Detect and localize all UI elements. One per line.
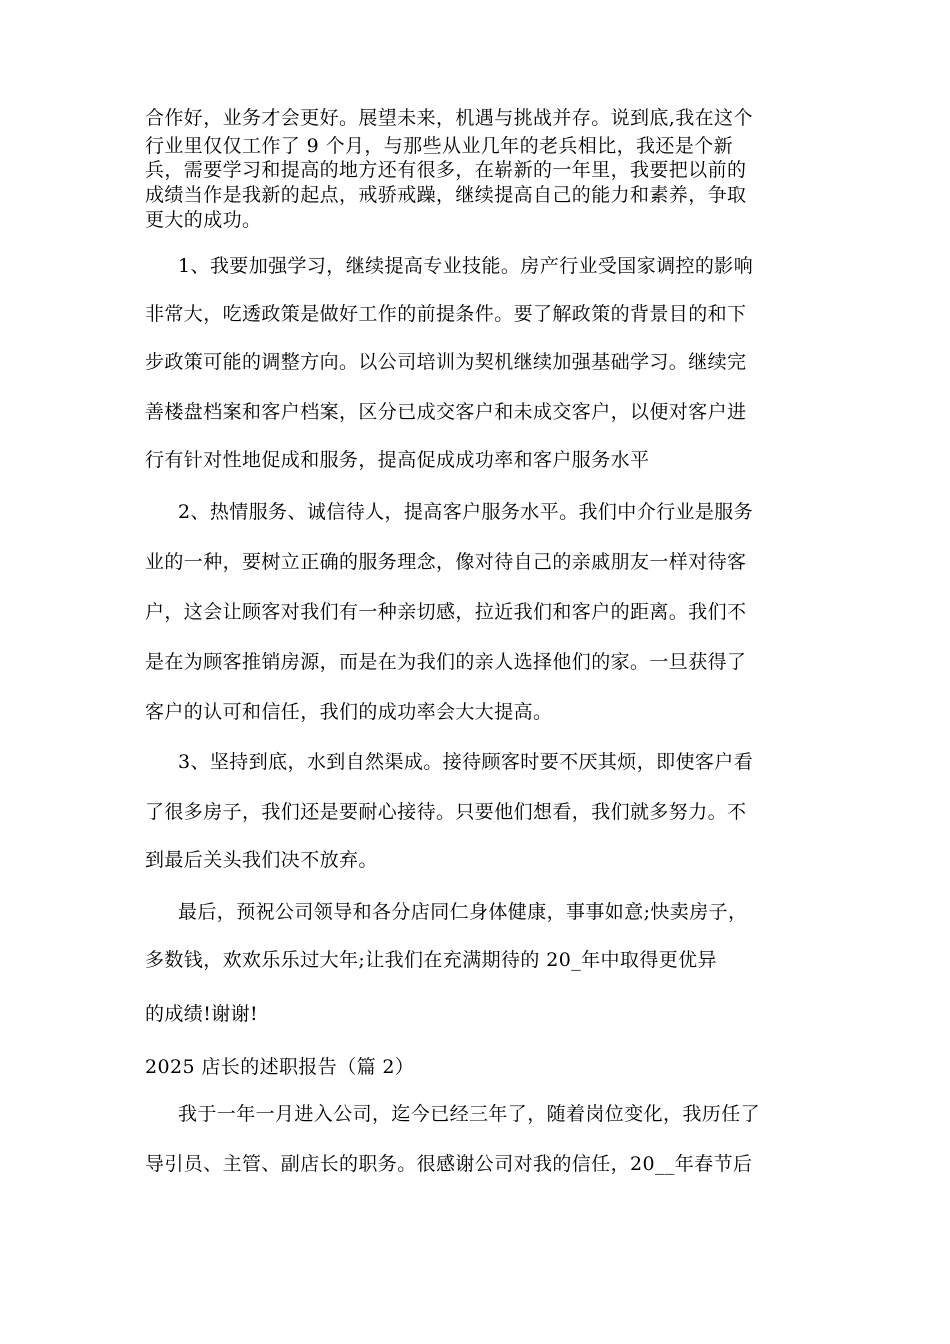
text-line: 1、我要加强学习，继续提高专业技能。房产行业受国家调控的影响 xyxy=(178,255,754,277)
text-line: 了很多房子，我们还是要耐心接待。只要他们想看，我们就多努力。不 xyxy=(145,801,747,823)
text-line: 非常大，吃透政策是做好工作的前提条件。要了解政策的背景目的和下 xyxy=(145,303,747,325)
text-line: 客户的认可和信任，我们的成功率会大大提高。 xyxy=(145,701,553,723)
text-line: 我于一年一月进入公司，迄今已经三年了，随着岗位变化，我历任了 xyxy=(178,1103,761,1125)
text-line: 的成绩!谢谢! xyxy=(145,1003,259,1025)
text-line: 到最后关头我们决不放弃。 xyxy=(145,849,378,871)
text-line: 行业里仅仅工作了 9 个月，与那些从业几年的老兵相比，我还是个新 xyxy=(145,135,733,157)
text-line: 2、热情服务、诚信待人，提高客户服务水平。我们中介行业是服务 xyxy=(178,501,754,523)
text-line: 多数钱，欢欢乐乐过大年;让我们在充满期待的 20_年中取得更优异 xyxy=(145,949,717,971)
text-line: 兵，需要学习和提高的地方还有很多，在崭新的一年里，我要把以前的 xyxy=(145,159,747,181)
text-line: 最后，预祝公司领导和各分店同仁身体健康，事事如意;快卖房子， xyxy=(178,901,748,923)
text-line: 业的一种，要树立正确的服务理念，像对待自己的亲戚朋友一样对待客 xyxy=(145,551,747,573)
text-line: 3、坚持到底，水到自然渠成。接待顾客时要不厌其烦，即使客户看 xyxy=(178,751,754,773)
text-line: 善楼盘档案和客户档案，区分已成交客户和未成交客户，以便对客户进 xyxy=(145,401,747,423)
text-line: 合作好，业务才会更好。展望未来，机遇与挑战并存。说到底,我在这个 xyxy=(145,107,753,129)
text-line: 是在为顾客推销房源，而是在为我们的亲人选择他们的家。一旦获得了 xyxy=(145,651,747,673)
text-line: 步政策可能的调整方向。以公司培训为契机继续加强基础学习。继续完 xyxy=(145,351,747,373)
text-line: 更大的成功。 xyxy=(145,209,262,231)
text-line: 行有针对性地促成和服务，提高促成成功率和客户服务水平 xyxy=(145,449,650,471)
text-line: 户，这会让顾客对我们有一种亲切感，拉近我们和客户的距离。我们不 xyxy=(145,601,747,623)
section-heading: 2025 店长的述职报告（篇 2） xyxy=(145,1056,415,1078)
text-line: 成绩当作是我新的起点，戒骄戒躁，继续提高自己的能力和素养，争取 xyxy=(145,184,747,206)
text-line: 导引员、主管、副店长的职务。很感谢公司对我的信任，20__年春节后 xyxy=(145,1153,753,1175)
